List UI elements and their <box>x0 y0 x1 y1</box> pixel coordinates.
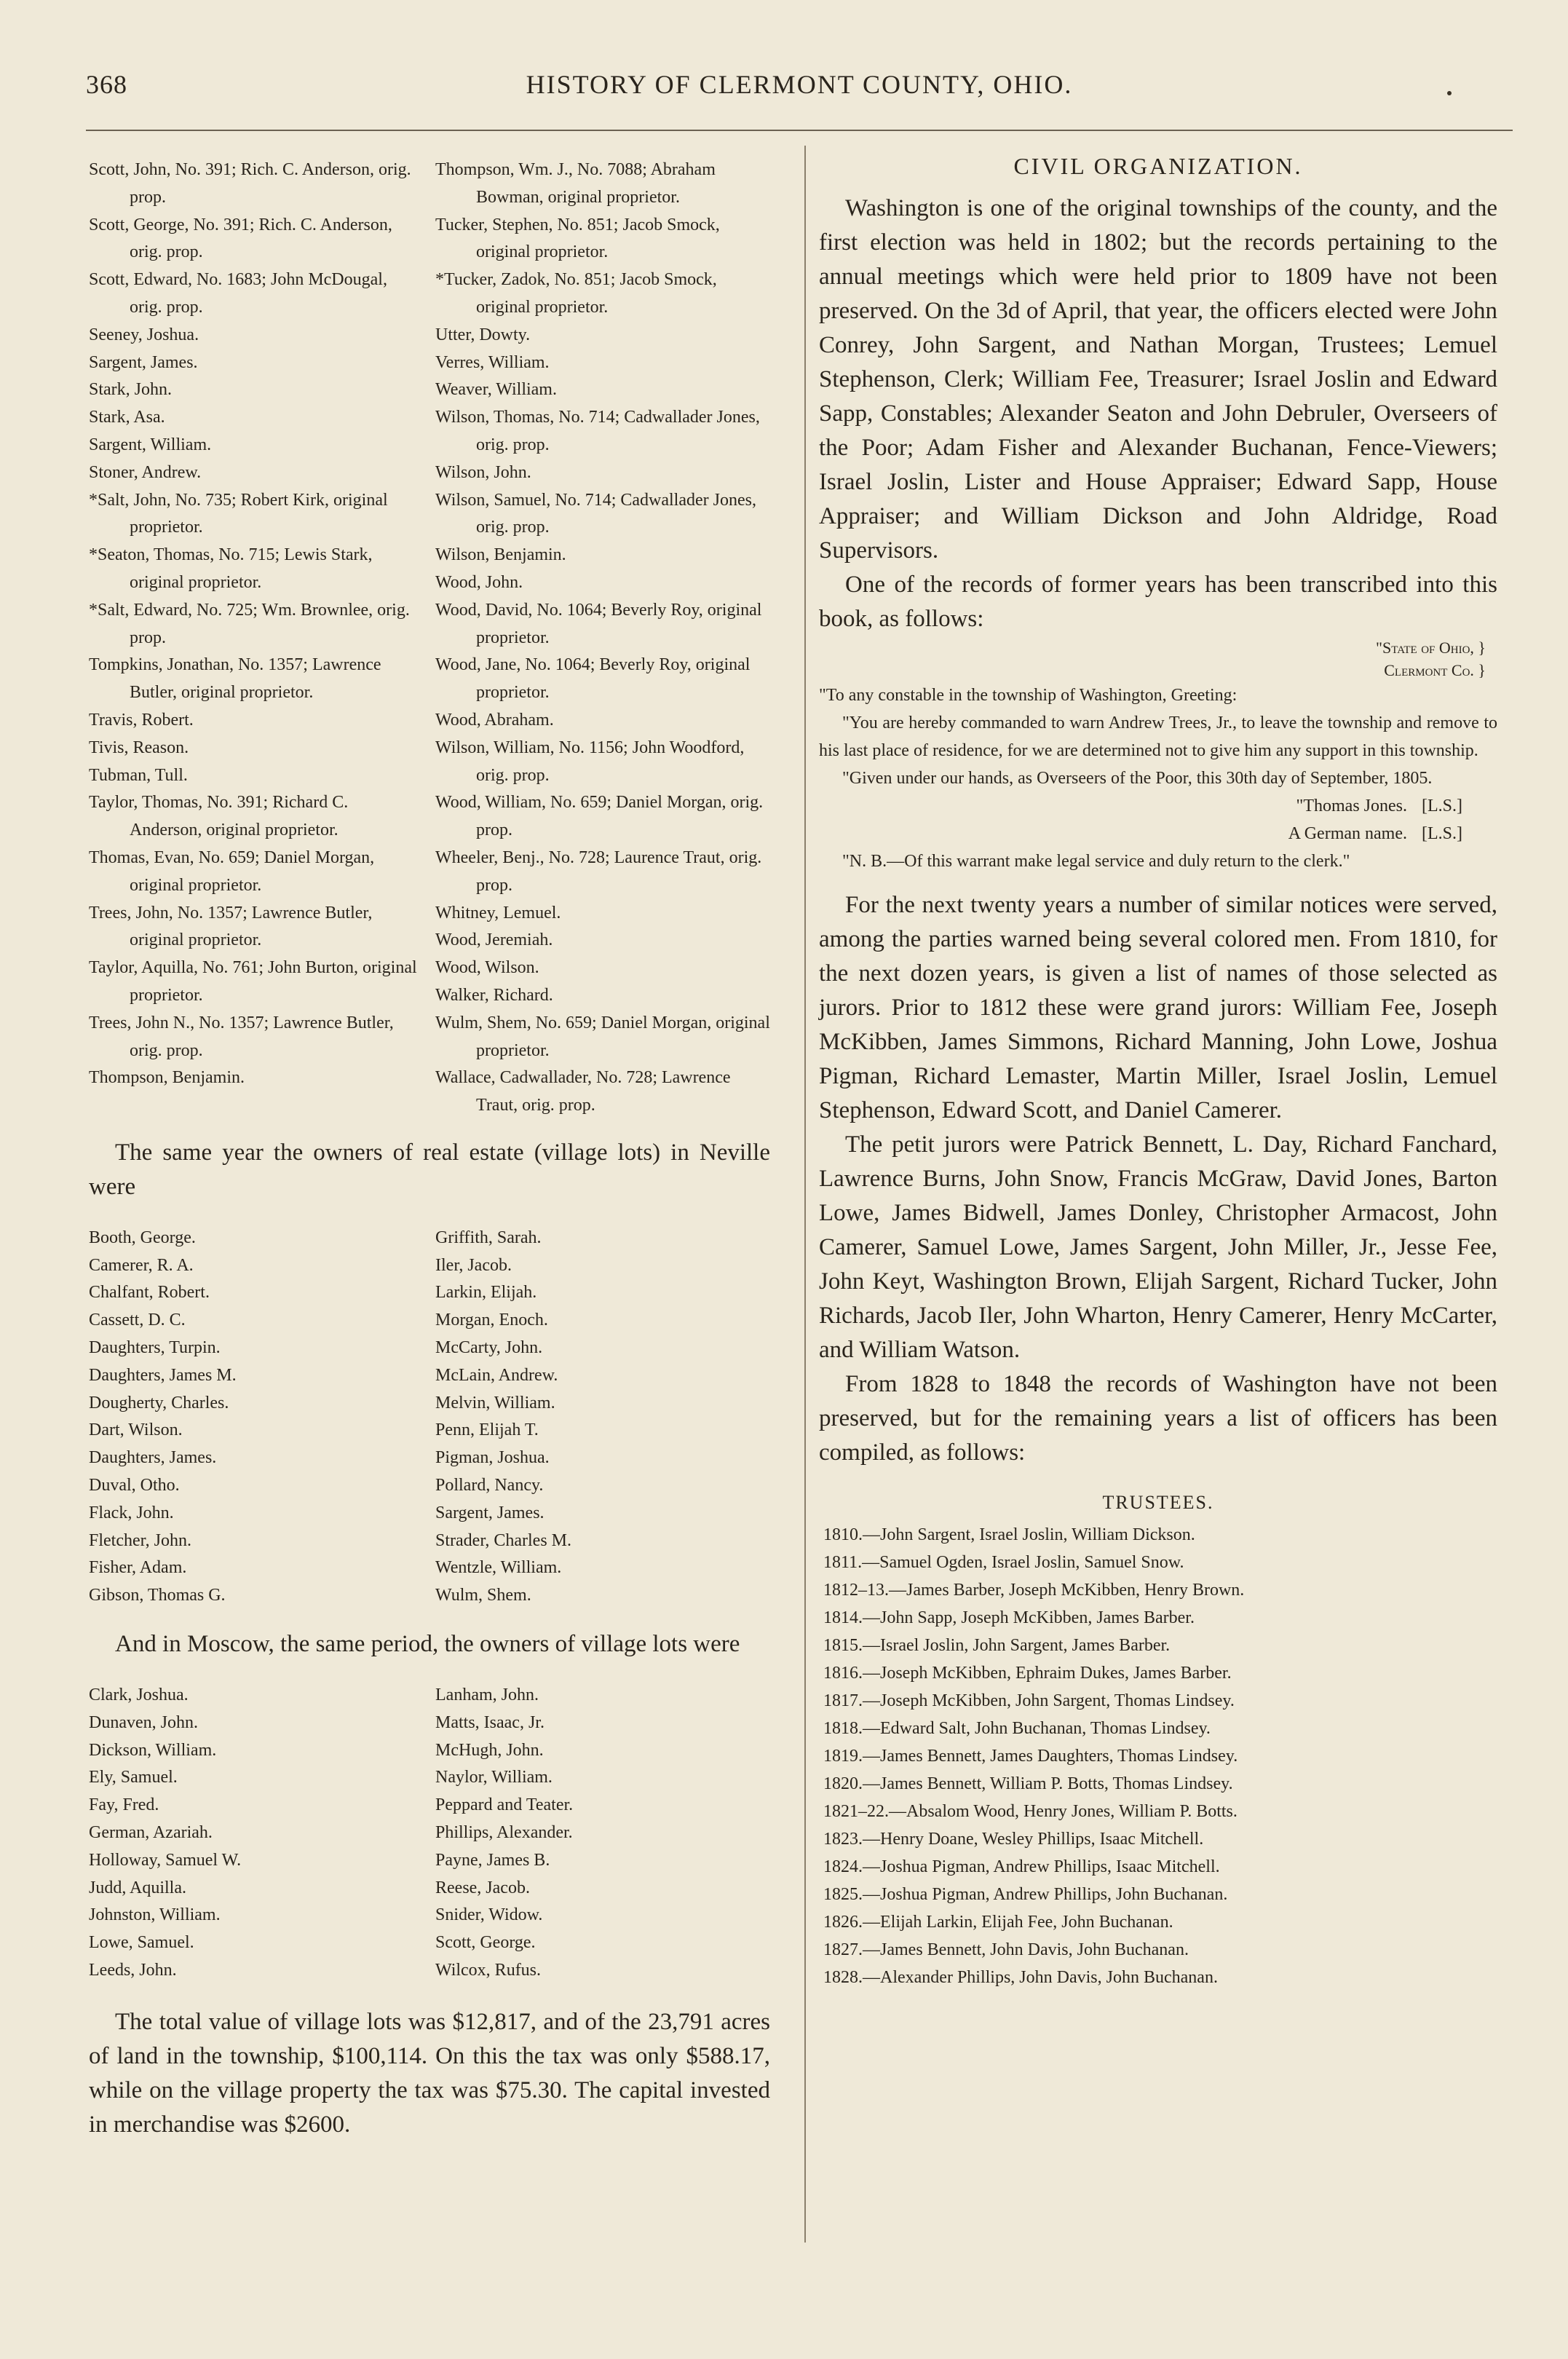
quote-given: "Given under our hands, as Overseers of the Poor, this 30th day of September, 1805. <box>842 769 1433 788</box>
civil-paragraph-1: Washington is one of the original townships of the county, and the first election was held in 1802; but the records pertaining to the annual meetings which were held prior to 1809 have not been preserved. On the 3d of April, that year, the officers elected were John Conrey, John Sargent, and Nathan Morgan, Trustees; Lemuel Stephenson, Clerk; William Fee, Treasurer; Israel Joslin and Edward Sapp, Constables; Alexander Seaton and John Debruler, Overseers of the Poor; Adam Fisher and Alexander Buchanan, Fence-Viewers; Israel Joslin, Lister and House Appraiser; Edward Sapp, House Appraiser; and William Dickson and John Aldridge, Road Supervisors. <box>819 195 1497 564</box>
neville-owner: Pollard, Nancy. <box>435 1476 544 1495</box>
quote-note: "N. B.—Of this warrant make legal service and duly return to the clerk." <box>842 852 1350 871</box>
moscow-list <box>89 1682 770 1985</box>
owner-entry: Tivis, Reason. <box>89 738 189 757</box>
trustee-year-entry: 1827.—James Bennett, John Davis, John Buchanan. <box>823 1940 1189 1959</box>
owner-entry: Scott, John, No. 391; Rich. C. Anderson, orig. prop. <box>89 160 411 207</box>
trustee-year-entry: 1825.—Joshua Pigman, Andrew Phillips, John Buchanan. <box>823 1885 1228 1904</box>
neville-owner: Dart, Wilson. <box>89 1420 183 1440</box>
moscow-owner: Holloway, Samuel W. <box>89 1850 242 1870</box>
neville-owner: Camerer, R. A. <box>89 1255 194 1275</box>
owner-entry: Walker, Richard. <box>435 985 553 1005</box>
neville-list-right <box>435 1225 770 1610</box>
owner-entry: Wood, Abraham. <box>435 710 554 730</box>
trustee-year-entry: 1826.—Elijah Larkin, Elijah Fee, John Buchanan. <box>823 1913 1173 1932</box>
civil-paragraph-5: From 1828 to 1848 the records of Washington have not been preserved, but for the remaining years a list of officers has been compiled, as follows: <box>819 1371 1497 1466</box>
moscow-list-right <box>435 1682 770 1985</box>
neville-owner: McLain, Andrew. <box>435 1365 558 1385</box>
owner-entry: Utter, Dowty. <box>435 325 531 344</box>
section-heading: CIVIL ORGANIZATION. <box>1013 153 1303 179</box>
owner-entry: *Seaton, Thomas, No. 715; Lewis Stark, original proprietor. <box>89 545 373 592</box>
owner-entry: Stark, Asa. <box>89 408 165 427</box>
neville-owner: McCarty, John. <box>435 1338 543 1358</box>
trustee-year-entry: 1810.—John Sargent, Israel Joslin, William Dickson. <box>823 1525 1195 1544</box>
trustee-year-entry: 1816.—Joseph McKibben, Ephraim Dukes, James Barber. <box>823 1664 1232 1683</box>
trustee-year-entry: 1821–22.—Absalom Wood, Henry Jones, William P. Botts. <box>823 1802 1238 1821</box>
signature-1 <box>819 792 1486 820</box>
right-column <box>819 153 1497 1991</box>
neville-owner: Iler, Jacob. <box>435 1255 512 1275</box>
neville-intro: The same year the owners of real estate (village lots) in Neville were <box>89 1139 770 1200</box>
neville-owner: Chalfant, Robert. <box>89 1283 210 1303</box>
owner-entry: Travis, Robert. <box>89 710 194 730</box>
moscow-owner: German, Azariah. <box>89 1823 213 1843</box>
quote-greeting: "To any constable in the township of Washington, Greeting: <box>819 686 1238 705</box>
moscow-owner: Snider, Widow. <box>435 1905 543 1925</box>
owner-entry: Wood, Wilson. <box>435 958 539 978</box>
moscow-owner: Leeds, John. <box>89 1961 177 1980</box>
signature-2-name: A German name. <box>1288 824 1407 843</box>
owner-entry: Taylor, Thomas, No. 391; Richard C. Anderson, original proprietor. <box>89 793 349 840</box>
neville-list <box>89 1225 770 1610</box>
trustee-year-entry: 1824.—Joshua Pigman, Andrew Phillips, Isaac Mitchell. <box>823 1857 1220 1876</box>
signature-2-seal: [L.S.] <box>1422 824 1462 843</box>
owner-entry: Thomas, Evan, No. 659; Daniel Morgan, original proprietor. <box>89 847 375 895</box>
civil-paragraph-3: For the next twenty years a number of similar notices were served, among the parties warned being several colored men. From 1810, for the next dozen years, is given a list of names of those selected as jurors. Prior to 1812 these were grand jurors: William Fee, Joseph McKibben, James Simmons, Richard Manning, John Lowe, Joshua Pigman, Richard Lemaster, Martin Miller, Israel Joslin, Lemuel Stephenson, Edward Scott, and Daniel Camerer. <box>819 892 1497 1123</box>
owner-entry: Seeney, Joshua. <box>89 325 199 344</box>
moscow-owner: Clark, Joshua. <box>89 1686 189 1705</box>
owner-entry: Wood, John. <box>435 572 523 592</box>
neville-owner: Daughters, James M. <box>89 1365 237 1385</box>
owner-entry: Wilson, John. <box>435 462 531 482</box>
neville-owner: Penn, Elijah T. <box>435 1420 539 1440</box>
trustee-year-entry: 1815.—Israel Joslin, John Sargent, James Barber. <box>823 1636 1171 1655</box>
signature-2 <box>819 820 1486 847</box>
owner-entry: Sargent, William. <box>89 435 212 454</box>
moscow-owner: Wilcox, Rufus. <box>435 1961 542 1980</box>
quote-heading-line-2: Clermont Co. } <box>1384 661 1486 679</box>
neville-owner: Fisher, Adam. <box>89 1558 187 1578</box>
owner-entry: Scott, George, No. 391; Rich. C. Anderson, orig. prop. <box>89 215 392 262</box>
owner-entry: Scott, Edward, No. 1683; John McDougal, orig. prop. <box>89 270 387 317</box>
header-rule <box>86 130 1513 131</box>
owner-entry: Taylor, Aquilla, No. 761; John Burton, original proprietor. <box>89 958 417 1005</box>
moscow-list-left <box>89 1682 424 1985</box>
owner-entry: Verres, William. <box>435 352 550 372</box>
trustee-year-entry: 1818.—Edward Salt, John Buchanan, Thomas Lindsey. <box>823 1719 1211 1738</box>
trustee-year-entry: 1823.—Henry Doane, Wesley Phillips, Isaac Mitchell. <box>823 1830 1204 1849</box>
moscow-owner: Fay, Fred. <box>89 1795 159 1815</box>
signature-1-seal: [L.S.] <box>1422 797 1462 815</box>
owner-entry: Wood, Jane, No. 1064; Beverly Roy, original proprietor. <box>435 655 751 703</box>
owner-entry: Thompson, Wm. J., No. 7088; Abraham Bowman, original proprietor. <box>435 160 716 207</box>
neville-owner: Strader, Charles M. <box>435 1530 571 1550</box>
quote-heading-line-1: "State of Ohio, } <box>1376 639 1486 657</box>
trustee-year-entry: 1812–13.—James Barber, Joseph McKibben, Henry Brown. <box>823 1581 1245 1600</box>
neville-owner: Larkin, Elijah. <box>435 1283 537 1303</box>
page-header <box>86 69 1513 113</box>
neville-owner: Morgan, Enoch. <box>435 1311 548 1330</box>
moscow-owner: Peppard and Teater. <box>435 1795 574 1815</box>
owner-entry: Weaver, William. <box>435 380 557 400</box>
owner-entry: Whitney, Lemuel. <box>435 903 561 922</box>
trustees-heading: TRUSTEES. <box>1102 1492 1214 1513</box>
owner-entry: Wood, William, No. 659; Daniel Morgan, orig. prop. <box>435 793 764 840</box>
neville-owner: Pigman, Joshua. <box>435 1448 550 1468</box>
owner-entry: Wilson, Samuel, No. 714; Cadwallader Jones, orig. prop. <box>435 490 756 537</box>
owner-entry: Thompson, Benjamin. <box>89 1068 245 1088</box>
trustee-year-entry: 1820.—James Bennett, William P. Botts, Thomas Lindsey. <box>823 1774 1233 1793</box>
neville-owner: Wulm, Shem. <box>435 1586 531 1605</box>
quote-body: "You are hereby commanded to warn Andrew Trees, Jr., to leave the township and remove to his last place of residence, for we are determined not to give him any support in this township. <box>819 714 1497 760</box>
moscow-owner: Judd, Aquilla. <box>89 1878 187 1897</box>
owner-entry: *Salt, John, No. 735; Robert Kirk, original proprietor. <box>89 490 388 537</box>
owner-entry: Wilson, Thomas, No. 714; Cadwallader Jones, orig. prop. <box>435 408 760 454</box>
neville-owner: Duval, Otho. <box>89 1476 180 1495</box>
owner-entry: Tompkins, Jonathan, No. 1357; Lawrence Butler, original proprietor. <box>89 655 381 703</box>
neville-owner: Daughters, James. <box>89 1448 217 1468</box>
neville-owner: Griffith, Sarah. <box>435 1228 542 1247</box>
owner-entry: *Salt, Edward, No. 725; Wm. Brownlee, orig. prop. <box>89 600 410 647</box>
moscow-owner: Payne, James B. <box>435 1850 550 1870</box>
neville-owner: Wentzle, William. <box>435 1558 562 1578</box>
moscow-owner: Johnston, William. <box>89 1905 221 1925</box>
owner-entry: Wilson, Benjamin. <box>435 545 566 565</box>
signature-1-name: "Thomas Jones. <box>1296 797 1407 815</box>
owner-entry: Trees, John N., No. 1357; Lawrence Butler, orig. prop. <box>89 1013 394 1060</box>
trustee-year-entry: 1828.—Alexander Phillips, John Davis, John Buchanan. <box>823 1968 1218 1987</box>
moscow-owner: Phillips, Alexander. <box>435 1823 573 1843</box>
moscow-owner: McHugh, John. <box>435 1740 544 1760</box>
neville-owner: Melvin, William. <box>435 1393 555 1412</box>
owner-entry: Wulm, Shem, No. 659; Daniel Morgan, original proprietor. <box>435 1013 770 1060</box>
neville-owner: Gibson, Thomas G. <box>89 1586 226 1605</box>
moscow-owner: Lanham, John. <box>435 1686 539 1705</box>
page-number: 368 <box>86 70 127 99</box>
owner-entry: Wilson, William, No. 1156; John Woodford, orig. prop. <box>435 738 745 785</box>
neville-owner: Fletcher, John. <box>89 1530 192 1550</box>
moscow-owner: Dickson, William. <box>89 1740 217 1760</box>
trustees-list <box>823 1521 1497 1991</box>
civil-paragraph-2: One of the records of former years has been transcribed into this book, as follows: <box>819 572 1497 632</box>
owner-entry: Tucker, Stephen, No. 851; Jacob Smock, original proprietor. <box>435 215 720 262</box>
moscow-owner: Ely, Samuel. <box>89 1768 178 1787</box>
owner-entry: Stark, John. <box>89 380 172 400</box>
neville-owner: Sargent, James. <box>435 1503 545 1522</box>
moscow-owner: Naylor, William. <box>435 1768 553 1787</box>
owner-entry: Wood, David, No. 1064; Beverly Roy, original proprietor. <box>435 600 762 647</box>
owner-entry: Tubman, Tull. <box>89 765 188 785</box>
moscow-owner: Scott, George. <box>435 1933 536 1953</box>
owner-entry: Wood, Jeremiah. <box>435 930 553 950</box>
owner-entry: Sargent, James. <box>89 352 198 372</box>
civil-paragraph-4: The petit jurors were Patrick Bennett, L. Day, Richard Fanchard, Lawrence Burns, John Snow, Francis McGraw, David Jones, Barton Lowe, James Bidwell, James Donley, Christopher Armacost, John Camerer, Samuel Lowe, James Sargent, John Miller, Jr., Jesse Fee, John Keyt, Washington Brown, Elijah Sargent, Richard Tucker, John Richards, Jacob Iler, John Wharton, Henry Camerer, Henry McCarter, and William Watson. <box>819 1131 1497 1363</box>
trustee-year-entry: 1811.—Samuel Ogden, Israel Joslin, Samuel Snow. <box>823 1553 1184 1572</box>
neville-owner: Booth, George. <box>89 1228 196 1247</box>
neville-owner: Flack, John. <box>89 1503 174 1522</box>
owner-entry: Trees, John, No. 1357; Lawrence Butler, original proprietor. <box>89 903 373 950</box>
moscow-owner: Lowe, Samuel. <box>89 1933 194 1953</box>
closing-paragraph: The total value of village lots was $12,817, and of the 23,791 acres of land in the township, $100,114. On this the tax was only $588.17, while on the village property the tax was $75.30. The capital invested in merchandise was $2600. <box>89 2008 770 2138</box>
owner-entry: Wallace, Cadwallader, No. 728; Lawrence Traut, orig. prop. <box>435 1068 731 1115</box>
running-title: HISTORY OF CLERMONT COUNTY, OHIO. <box>526 70 1073 99</box>
moscow-owner: Reese, Jacob. <box>435 1878 530 1897</box>
trustee-year-entry: 1814.—John Sapp, Joseph McKibben, James Barber. <box>823 1608 1195 1627</box>
owner-entry: Wheeler, Benj., No. 728; Laurence Traut, orig. prop. <box>435 847 762 895</box>
trustee-year-entry: 1817.—Joseph McKibben, John Sargent, Thomas Lindsey. <box>823 1691 1235 1710</box>
neville-owner: Cassett, D. C. <box>89 1311 186 1330</box>
left-column <box>89 157 770 2142</box>
neville-owner: Dougherty, Charles. <box>89 1393 229 1412</box>
ink-dot <box>1447 91 1452 95</box>
moscow-owner: Matts, Isaac, Jr. <box>435 1712 545 1732</box>
column-divider <box>804 146 806 2243</box>
owners-list <box>89 157 770 1120</box>
moscow-intro: And in Moscow, the same period, the owners of village lots were <box>115 1631 740 1658</box>
moscow-owner: Dunaven, John. <box>89 1712 198 1732</box>
owner-entry: Stoner, Andrew. <box>89 462 202 482</box>
trustee-year-entry: 1819.—James Bennett, James Daughters, Thomas Lindsey. <box>823 1747 1238 1766</box>
neville-list-left <box>89 1225 424 1610</box>
owner-entry: *Tucker, Zadok, No. 851; Jacob Smock, original proprietor. <box>435 270 717 317</box>
owners-list-right <box>435 157 770 1120</box>
neville-owner: Daughters, Turpin. <box>89 1338 221 1358</box>
owners-list-left <box>89 157 424 1120</box>
